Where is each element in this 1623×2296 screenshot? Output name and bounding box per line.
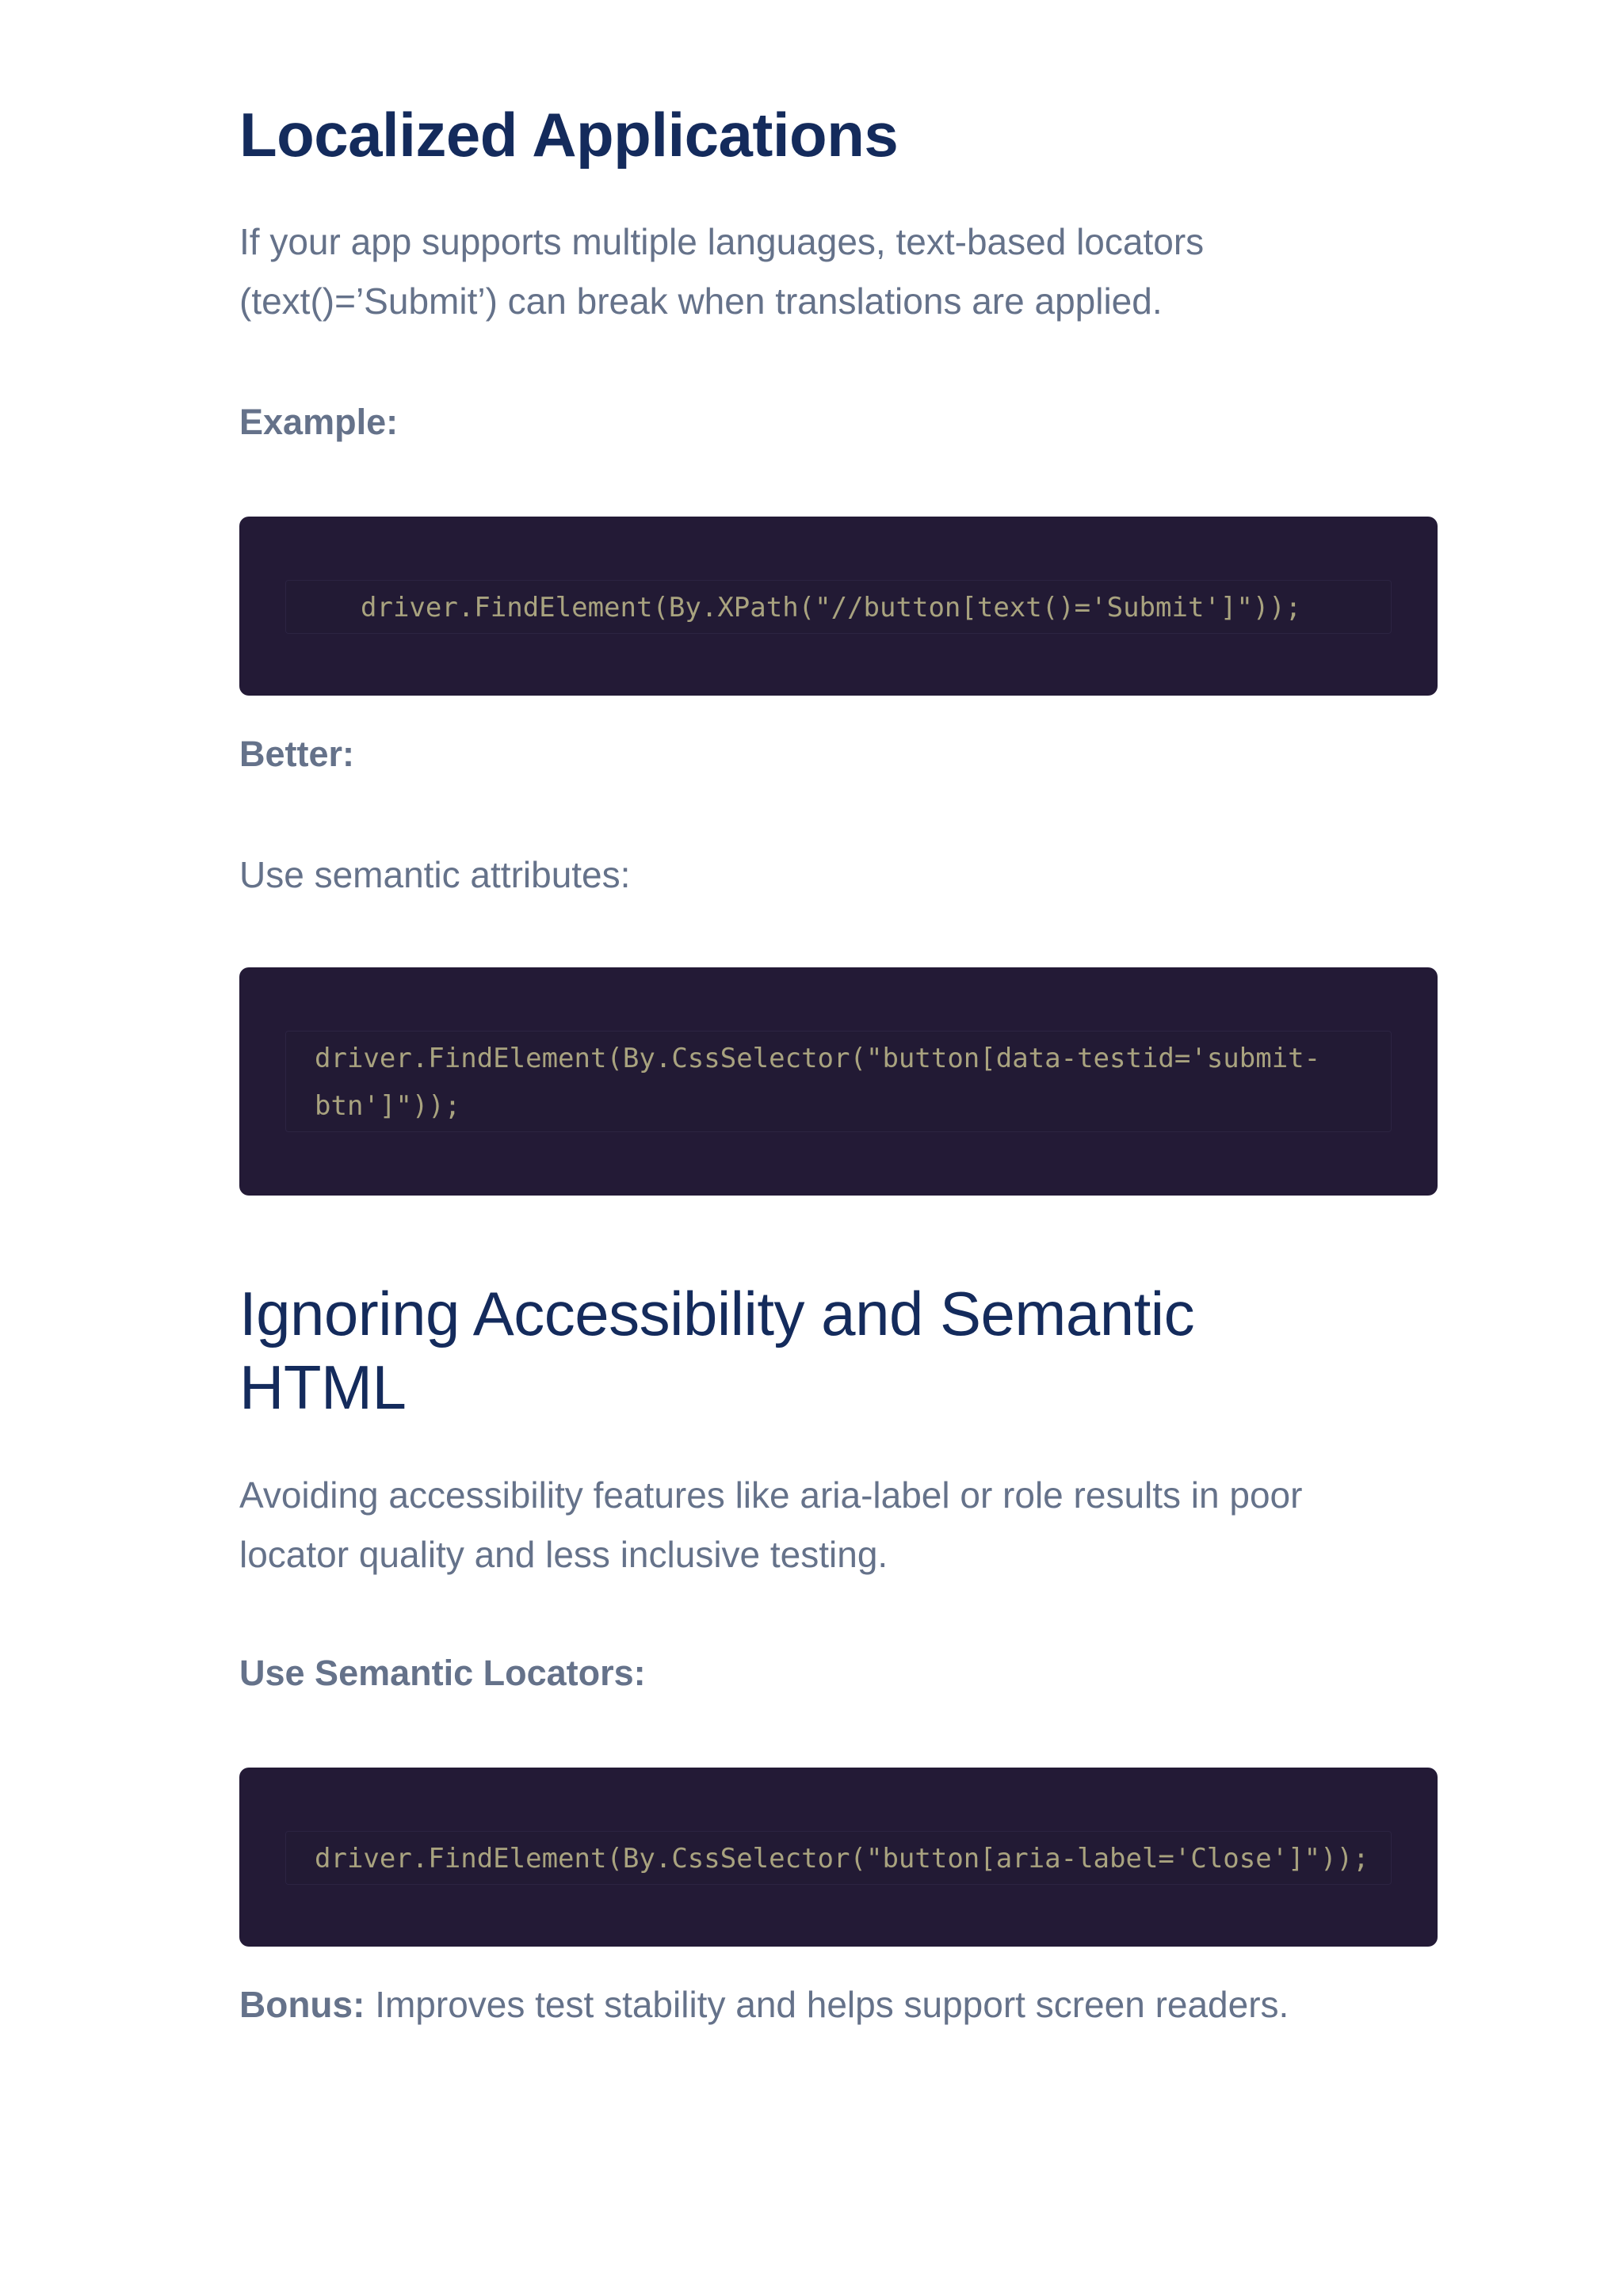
localized-intro-line-2: (text()=’Submit’) can break when translations are applied. [239, 280, 1163, 322]
accessibility-intro-line-2: locator quality and less inclusive testing. [239, 1534, 888, 1575]
semantic-locators-code-block [239, 1768, 1438, 1947]
heading-ignoring-line-2: HTML [239, 1352, 407, 1422]
bonus-label: Bonus: [239, 1984, 365, 2025]
better-code-inner [285, 1031, 1392, 1132]
bonus-paragraph [239, 1975, 1438, 2035]
example-code-block [239, 517, 1438, 696]
semantic-locators-label: Use Semantic Locators: [239, 1653, 646, 1693]
bonus-text: Improves test stability and helps support screen readers. [365, 1984, 1289, 2025]
localized-intro-line-1: If your app supports multiple languages, text-based locators [239, 221, 1205, 262]
example-code-inner [285, 580, 1392, 634]
better-label: Better: [239, 734, 355, 774]
example-code: driver.FindElement(By.XPath("//button[text()='Submit']")); [361, 592, 1302, 624]
accessibility-intro-line-1: Avoiding accessibility features like aria-label or role results in poor [239, 1474, 1303, 1516]
semantic-locators-code-inner [285, 1831, 1392, 1885]
semantic-locators-code: driver.FindElement(By.CssSelector("button[aria-label='Close']")); [315, 1843, 1369, 1875]
heading-ignoring-line-1: Ignoring Accessibility and Semantic [239, 1279, 1195, 1348]
localized-intro-paragraph [239, 212, 1396, 331]
heading-ignoring-accessibility [239, 1277, 1438, 1425]
example-label: Example: [239, 402, 399, 442]
better-code-line-1: driver.FindElement(By.CssSelector("button[data-testid='submit- [315, 1043, 1321, 1074]
better-text: Use semantic attributes: [239, 854, 631, 895]
accessibility-intro-paragraph [239, 1466, 1396, 1585]
heading-localized-applications: Localized Applications [239, 100, 899, 170]
better-code-block [239, 967, 1438, 1196]
better-code-line-2: btn']")); [315, 1090, 461, 1122]
